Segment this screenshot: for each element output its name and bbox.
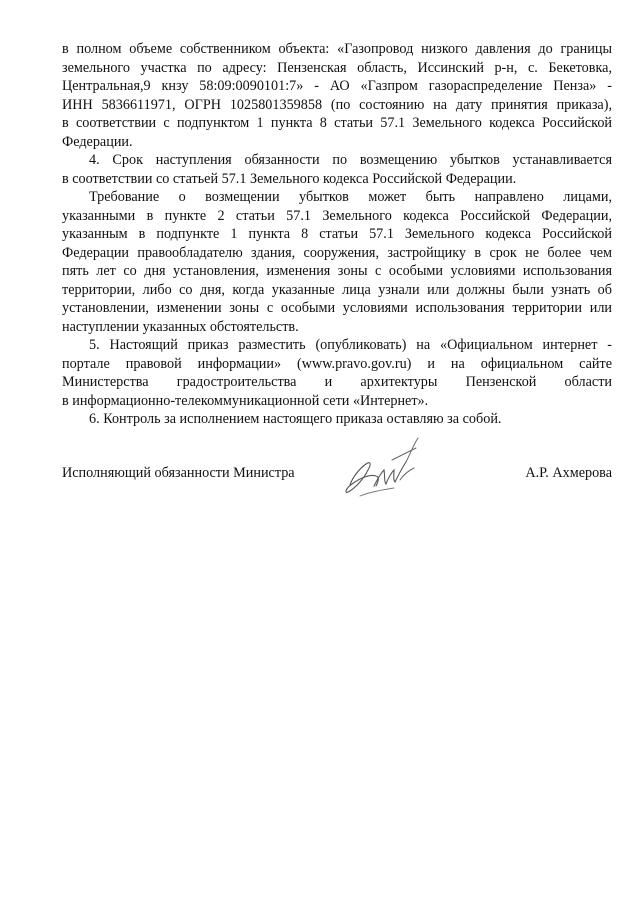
text-line: в соответствии со статьей 57.1 Земельного кодекса Российской Федерации. bbox=[62, 170, 517, 187]
text-line: Федерации правообладателю здания, сооружения, застройщику в срок не более чем bbox=[62, 244, 612, 261]
text-line: установлении, изменении зоны с особыми условиями использования территории или bbox=[62, 300, 612, 316]
text-line: Министерства градостроительства и архитектуры Пензенской области bbox=[62, 374, 612, 390]
text-line: в информационно-телекоммуникационной сети «Интернет». bbox=[62, 392, 429, 409]
text-line: земельного участка по адресу: Пензенская область, Иссинский р-н, с. Бекетовка, bbox=[62, 59, 612, 76]
paragraph-item-6 bbox=[62, 410, 612, 429]
text-line: территории, либо со дня, когда указанные лица узнали или должны были узнать об bbox=[62, 281, 612, 298]
text-line: 4. Срок наступления обязанности по возмещению убытков устанавливается bbox=[89, 152, 612, 168]
paragraph-owner-info bbox=[62, 40, 612, 151]
text-line: Центральная,9 кнзу 58:09:0090101:7» - АО «Газпром газораспределение Пенза» - bbox=[62, 78, 612, 94]
text-line: 6. Контроль за исполнением настоящего приказа оставляю за собой. bbox=[89, 411, 502, 427]
signature-block bbox=[62, 464, 612, 484]
text-line: в соответствии с подпунктом 1 пункта 8 статьи 57.1 Земельного кодекса Российской bbox=[62, 115, 612, 131]
paragraph-item-5 bbox=[62, 336, 612, 410]
signatory-title: Исполняющий обязанности Министра bbox=[62, 465, 295, 481]
text-line: ИНН 5836611971, ОГРН 1025801359858 (по состоянию на дату принятия приказа), bbox=[62, 96, 612, 113]
text-line: наступлении указанных обстоятельств. bbox=[62, 318, 299, 335]
text-line: Требование о возмещении убытков может быть направлено лицами, bbox=[89, 189, 612, 205]
signatory-name: А.Р. Ахмерова bbox=[525, 465, 612, 481]
text-line: 5. Настоящий приказ разместить (опубликовать) на «Официальном интернет - bbox=[89, 337, 612, 353]
text-line: указанными в пункте 2 статьи 57.1 Земельного кодекса Российской Федерации, bbox=[62, 207, 612, 224]
text-line: указанным в подпункте 1 пункта 8 статьи 57.1 Земельного кодекса Российской bbox=[62, 226, 612, 242]
text-line: пять лет со дня установления, изменения зоны с особыми условиями использования bbox=[62, 263, 612, 279]
document-body bbox=[62, 40, 612, 429]
text-line: портале правовой информации» (www.pravo.gov.ru) и на официальном сайте bbox=[62, 355, 612, 372]
paragraph-compensation-claim bbox=[62, 188, 612, 336]
text-line: в полном объеме собственником объекта: «Газопровод низкого давления до границы bbox=[62, 41, 612, 57]
text-line: Федерации. bbox=[62, 133, 133, 150]
paragraph-item-4 bbox=[62, 151, 612, 188]
